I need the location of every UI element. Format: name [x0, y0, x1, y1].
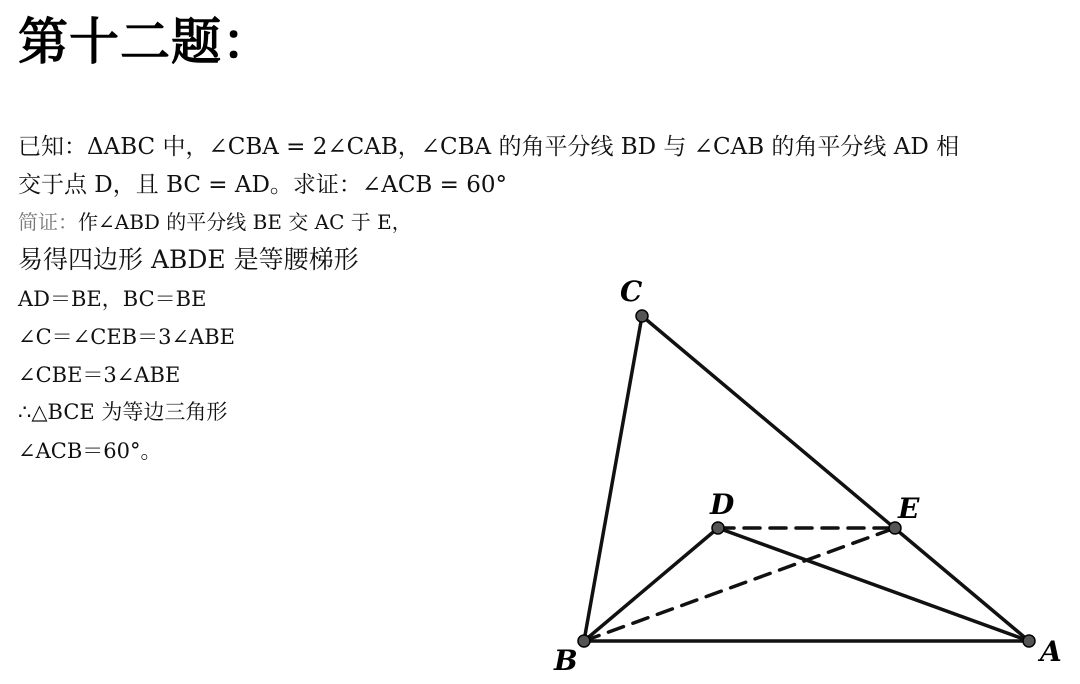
proof-step-1: 易得四边形 ABDE 是等腰梯形 [18, 245, 359, 274]
given-line-2: 交于点 D，且 BC = AD。求证：∠ACB = 60° [18, 172, 507, 198]
point-C [636, 310, 648, 322]
segment-layer [584, 316, 1029, 641]
point-label-E: E [898, 492, 920, 525]
proof-step-4: ∠CBE＝3∠ABE [18, 363, 181, 387]
segment-CA [642, 316, 1029, 641]
segment-CB [584, 316, 642, 641]
point-layer [578, 310, 1035, 647]
brief-proof-text: 作∠ABD 的平分线 BE 交 AC 于 E， [78, 210, 412, 234]
segment-BD [584, 528, 718, 641]
point-label-D: D [710, 488, 735, 521]
point-A [1023, 635, 1035, 647]
point-label-B: B [554, 644, 578, 677]
given-label: 已知： [18, 134, 87, 160]
problem-title: 第十二题： [18, 13, 273, 71]
proof-step-2: AD＝BE，BC＝BE [18, 287, 207, 311]
label-layer [553, 275, 1062, 677]
point-label-C: C [620, 275, 643, 308]
proof-step-3: ∠C＝∠CEB＝3∠ABE [18, 325, 235, 349]
proof-step-5: ∴△BCE 为等边三角形 [18, 400, 228, 424]
proof-step-6: ∠ACB＝60°。 [18, 439, 162, 463]
point-D [712, 522, 724, 534]
given-text-1: ΔABC 中，∠CBA = 2∠CAB，∠CBA 的角平分线 BD 与 ∠CAB 的角平分线 AD 相 [87, 134, 960, 160]
segment-BE-dashed [584, 528, 895, 641]
segment-DA [718, 528, 1029, 641]
brief-proof-label: 简证： [18, 210, 78, 234]
point-B [578, 635, 590, 647]
point-label-A: A [1040, 635, 1062, 668]
